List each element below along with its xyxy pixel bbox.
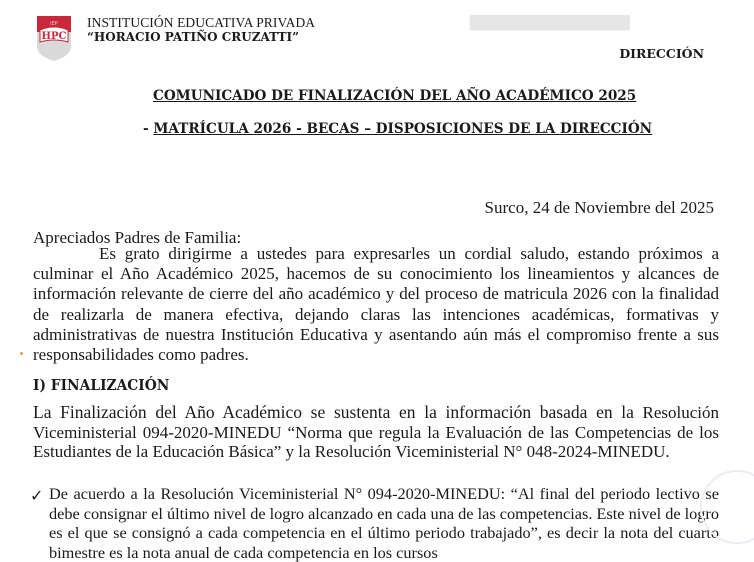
institution-name: “HORACIO PATIÑO CRUZATTI”: [87, 30, 300, 44]
department-label: DIRECCIÓN: [619, 46, 704, 61]
section-paragraph: [33, 403, 719, 462]
letter-greeting: Apreciados Padres de Familia:: [33, 228, 242, 247]
section-paragraph-rest: Resolución Viceministerial 094-2020-MINEDU “Norma que regula la Evaluación de las Competencias de los Estudiantes de la Educación Básica” y la Resolución Viceministerial N° 048-2024-MINEDU.: [33, 403, 719, 461]
institution-type: INSTITUCIÓN EDUCATIVA PRIVADA: [87, 15, 316, 30]
intro-paragraph: Es grato dirigirme a ustedes para expresarles un cordial saludo, estando próximos a culminar el Año Académico 2025, hacemos de su conocimiento los lineamientos y alcances de información relevante de cierre del año académico y del proceso de matricula 2026 con la finalidad de realizarla de manera efectiva, dejando claras las intenciones académicas, formativas y administrativas de nuestra Institución Educativa y asentando aún más el compromiso frente a sus responsabilidades como padres.: [33, 244, 719, 365]
bleed-through-decoration: ████████████████: [470, 16, 630, 31]
logo-subtext: IEP: [50, 21, 58, 27]
document-title: COMUNICADO DE FINALIZACIÓN DEL AÑO ACADÉMICO 2025: [153, 88, 637, 104]
bullet-text: De acuerdo a la Resolución Viceministerial N° 094-2020-MINEDU: “Al final del periodo lectivo se debe consignar el último nivel de logro alcanzado en cada una de las competencias. Este nivel de logro es el que se consignó a cada competencia en el último periodo trabajado”, es decir la nota del cuarto bimestre es la nota anual de cada competencia en los cursos: [49, 484, 719, 562]
subtitle-prefix: -: [143, 121, 154, 137]
section-paragraph-first-line: La Finalización del Año Académico se sustenta en la información basada en la: [33, 402, 634, 422]
subtitle-text: MATRÍCULA 2026 - BECAS – DISPOSICIONES DE LA DIRECCIÓN: [153, 121, 653, 137]
section-heading-finalizacion: I) FINALIZACIÓN: [33, 376, 170, 394]
document-subtitle: [143, 121, 652, 137]
logo-text: HPC: [41, 31, 67, 42]
letter-date: Surco, 24 de Noviembre del 2025: [484, 198, 714, 217]
scan-speck: [20, 352, 23, 355]
school-logo: [35, 14, 73, 62]
checkmark-icon: ✓: [30, 488, 44, 505]
